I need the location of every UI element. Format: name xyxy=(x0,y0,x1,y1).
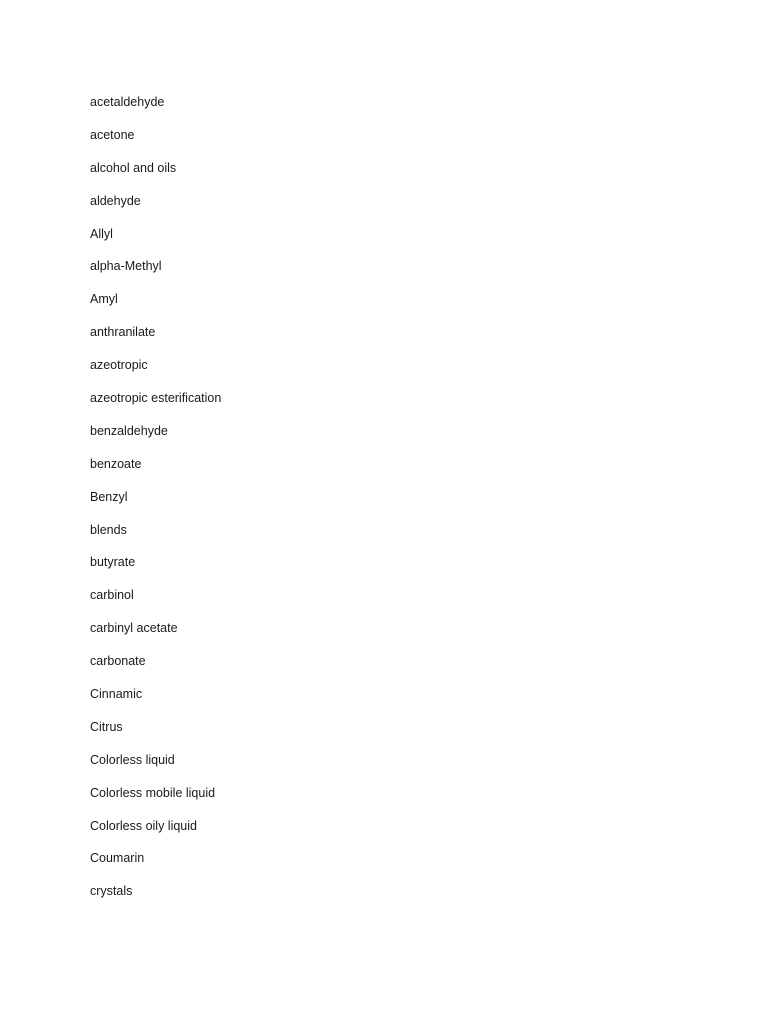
list-item: benzaldehyde xyxy=(90,423,168,438)
list-item: Amyl xyxy=(90,292,118,307)
list-item: Cinnamic xyxy=(90,687,143,702)
list-item: Colorless mobile liquid xyxy=(90,785,216,800)
list-item: Colorless liquid xyxy=(90,752,175,767)
list-item: Colorless oily liquid xyxy=(90,818,197,833)
list-item: butyrate xyxy=(90,555,136,570)
list-item: acetaldehyde xyxy=(90,95,165,109)
list-item: crystals xyxy=(90,884,133,899)
list-item: Coumarin xyxy=(90,851,145,866)
term-list xyxy=(90,93,221,915)
list-item: alpha-Methyl xyxy=(90,259,162,274)
list-item: benzoate xyxy=(90,456,142,471)
list-item: azeotropic esterification xyxy=(90,391,222,406)
list-item: blends xyxy=(90,522,127,537)
list-item: carbinyl acetate xyxy=(90,621,178,636)
list-item: alcohol and oils xyxy=(90,160,177,175)
list-item: Benzyl xyxy=(90,489,128,504)
list-item: anthranilate xyxy=(90,325,156,340)
list-item: Citrus xyxy=(90,719,123,734)
list-item: Allyl xyxy=(90,226,113,241)
list-item: acetone xyxy=(90,127,135,142)
list-item: azeotropic xyxy=(90,358,148,373)
list-item: aldehyde xyxy=(90,193,141,208)
list-item: carbinol xyxy=(90,588,134,603)
list-item: carbonate xyxy=(90,654,146,669)
